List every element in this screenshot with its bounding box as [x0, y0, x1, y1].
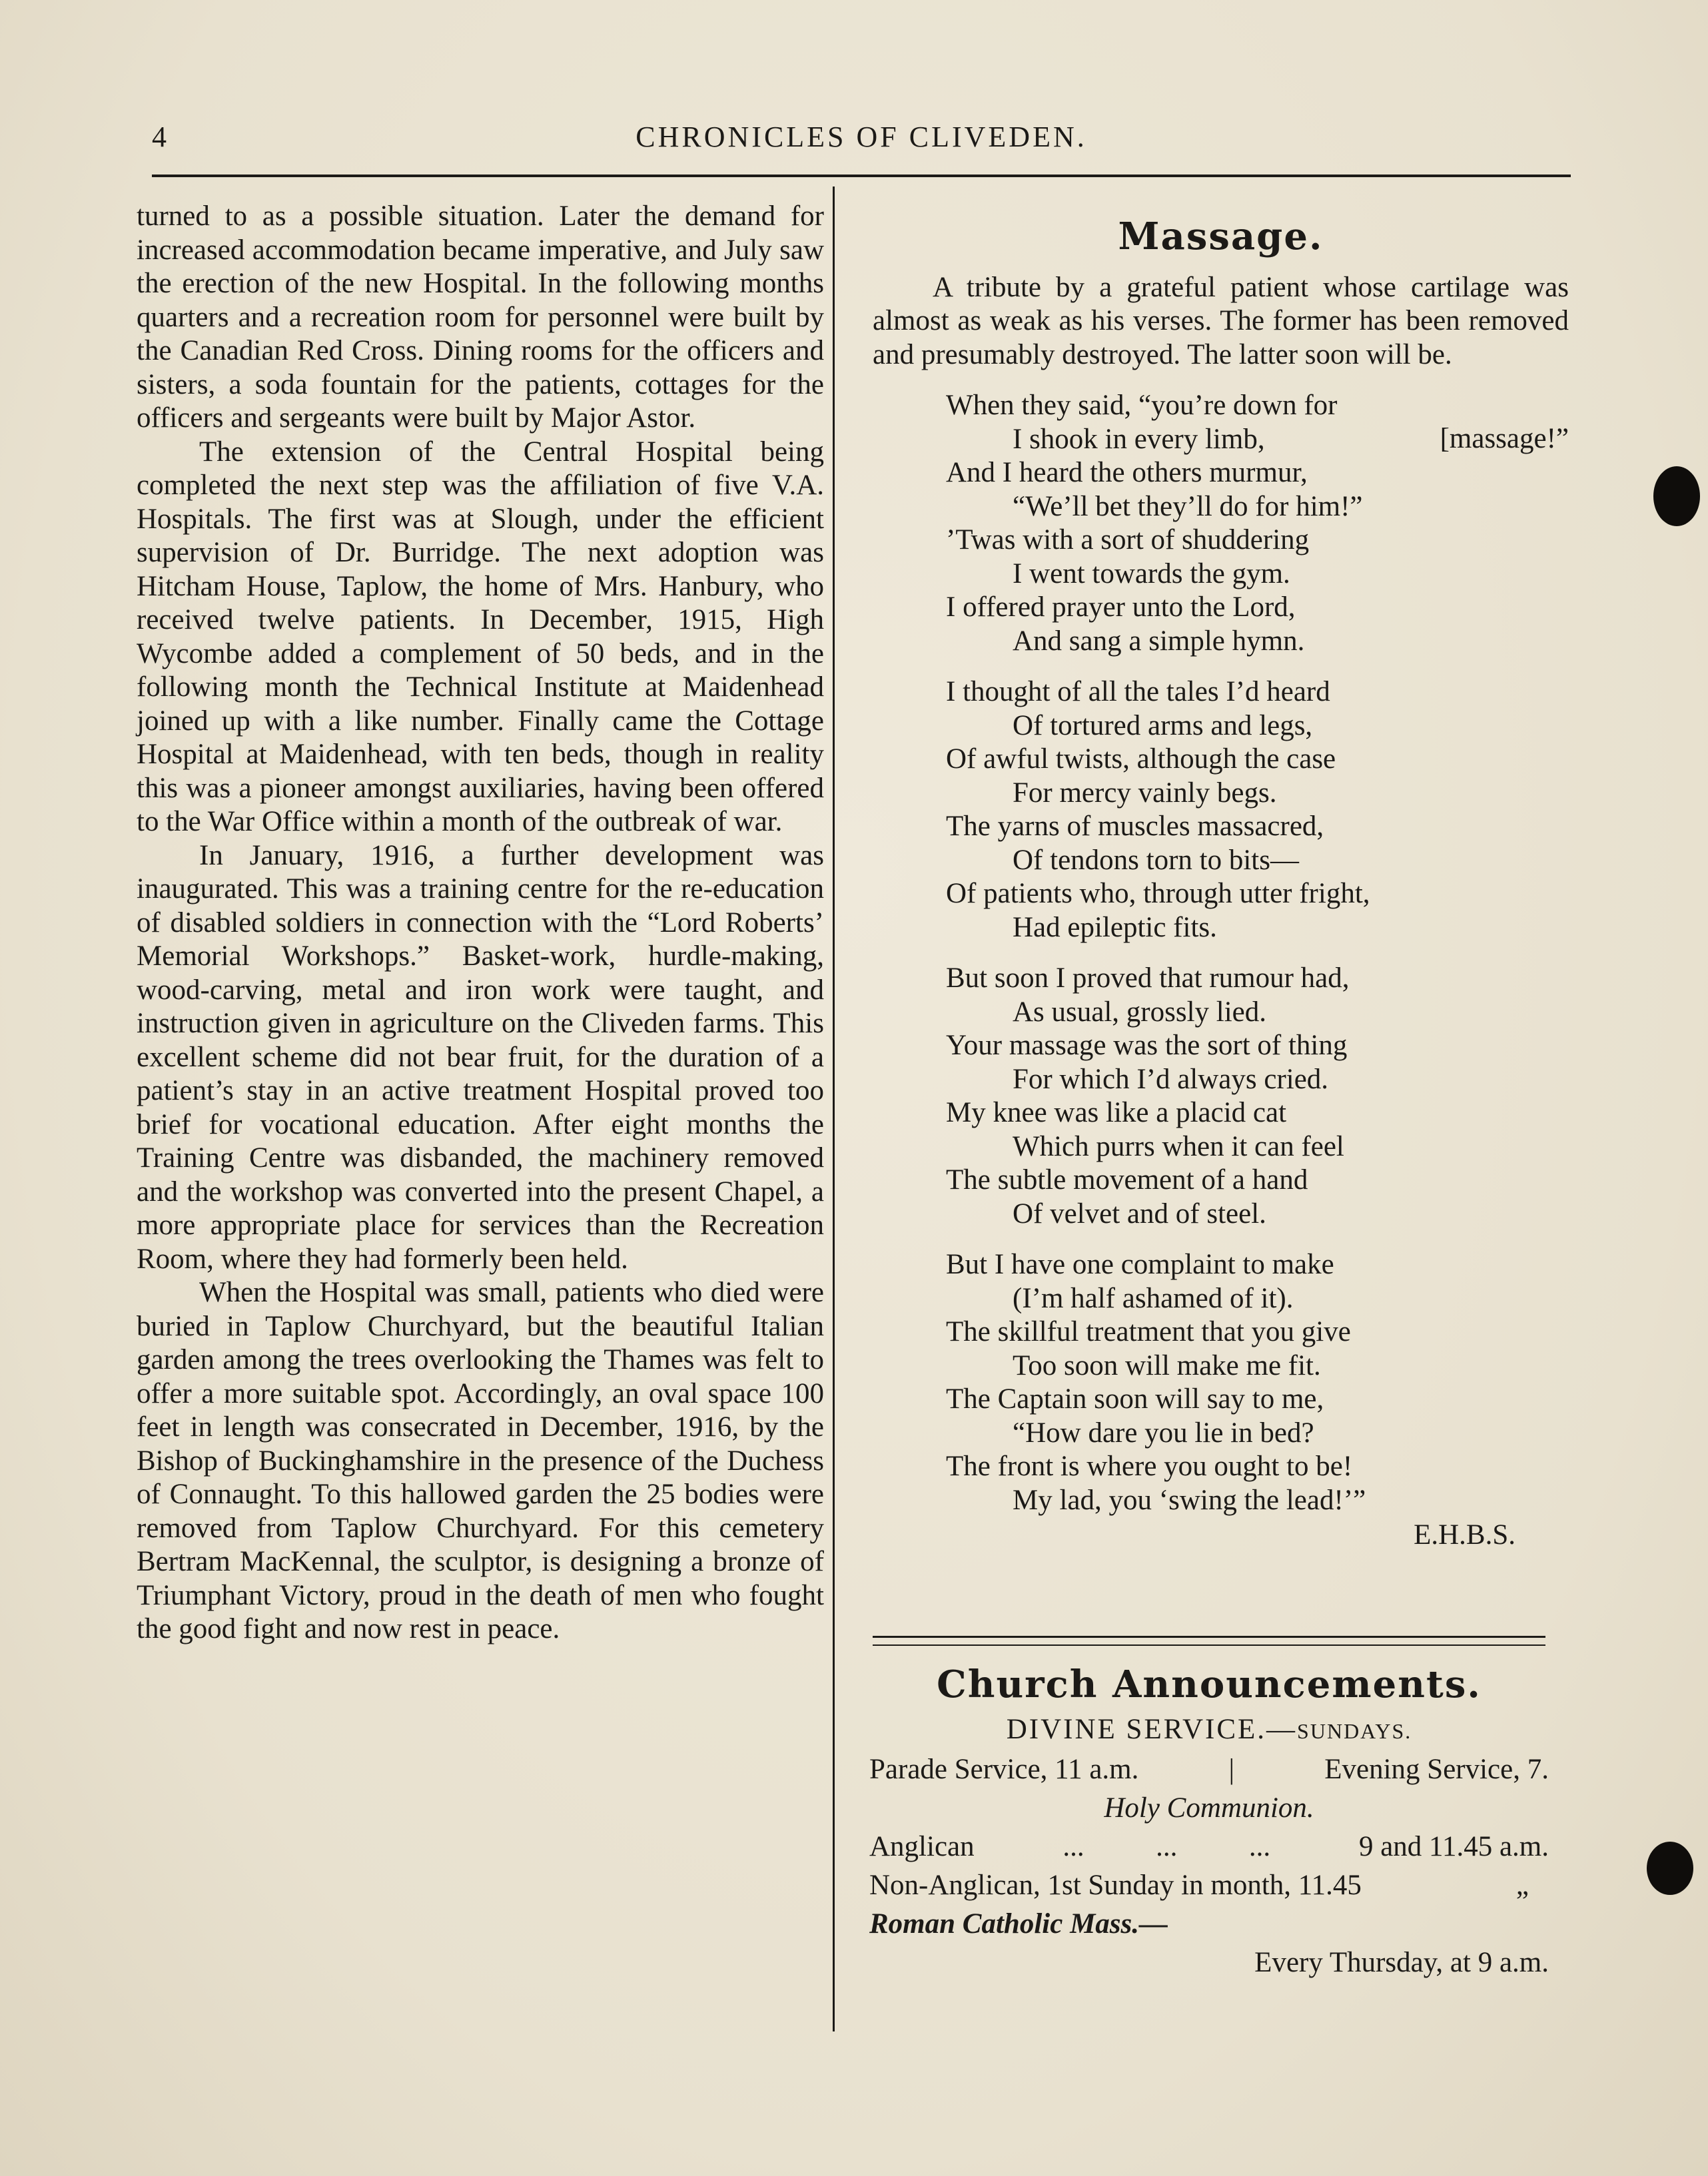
paragraph: turned to as a possible situation. Later the demand for increased accommodation became imperative, and July saw the erection of the new Hospital. In the following months quarters and a recreation room for personnel were built by the Canadian Red Cross. Dining rooms for the officers and sisters, a soda fountain for the patients, cottages for the officers and sergeants were built by Major Astor.: [137, 200, 824, 434]
sundays-label: SUNDAYS.: [1297, 1719, 1412, 1743]
divine-service-label: DIVINE SERVICE.—: [1006, 1714, 1298, 1745]
stanza: [946, 675, 1569, 944]
poem-line: Of awful twists, although the case: [946, 743, 1336, 775]
evening-service: Evening Service, 7.: [1324, 1754, 1549, 1785]
running-head: [152, 120, 1571, 173]
church-title: Church Announcements.: [937, 1662, 1482, 1706]
journal-title: CHRONICLES OF CLIVEDEN.: [636, 121, 1087, 153]
non-anglican-service: Non-Anglican, 1st Sunday in month, 11.45: [869, 1870, 1362, 1901]
poem-line: The skillful treatment that you give: [946, 1316, 1351, 1347]
article-left-column: [137, 200, 824, 1646]
poem-line: Your massage was the sort of thing: [946, 1030, 1348, 1061]
poem-line: My lad, you ‘swing the lead!’”: [1013, 1484, 1366, 1516]
poem-line: Of patients who, through utter fright,: [946, 878, 1370, 909]
poem-line: I went towards the gym.: [1013, 557, 1290, 589]
ink-blot: [1647, 1842, 1693, 1895]
column-divider: [833, 186, 835, 2031]
holy-communion-heading: Holy Communion.: [1104, 1792, 1314, 1824]
poem-line: The Captain soon will say to me,: [946, 1383, 1324, 1415]
ditto-mark: „: [1515, 1870, 1529, 1901]
stanza: [946, 1248, 1569, 1517]
leader-dots: ... ... ...: [1063, 1831, 1271, 1862]
poem-line: But soon I proved that rumour had,: [946, 962, 1350, 994]
poem-line: Of tendons torn to bits—: [1013, 844, 1299, 876]
separator: |: [1228, 1754, 1235, 1785]
poem: [946, 389, 1569, 1517]
poem-line: “How dare you lie in bed?: [1013, 1417, 1314, 1449]
paragraph: When the Hospital was small, patients who died were buried in Taplow Churchyard, but the beautiful Italian garden among the trees overlooking the Thames was felt to offer a more suitable spot. Accordingly, an oval space 100 feet in length was consecrated in December, 1916, by the Bishop of Buckinghamshire in the presence of the Duchess of Connaught. To this hallowed garden the 25 bodies were removed from Taplow Churchyard. For this cemetery Bertram MacKennal, the sculptor, is designing a bronze of Triumphant Victory, proud in the death of men who fought the good fight and now rest in peace.: [137, 1277, 824, 1644]
poem-line: But I have one complaint to make: [946, 1249, 1334, 1280]
parade-service: Parade Service, 11 a.m.: [869, 1754, 1139, 1785]
poem-line: Of velvet and of steel.: [1013, 1198, 1266, 1230]
service-times-row: [869, 1750, 1549, 1789]
massage-article: [873, 214, 1569, 1553]
poem-line: ’Twas with a sort of shuddering: [946, 524, 1310, 555]
poem-line: The yarns of muscles massacred,: [946, 811, 1324, 842]
anglican-label: Anglican: [869, 1831, 975, 1862]
non-anglican-row: [869, 1866, 1549, 1905]
divine-service-heading: [869, 1710, 1549, 1750]
stanza: [946, 962, 1569, 1231]
poem-line: Which purrs when it can feel: [1013, 1130, 1344, 1162]
poem-line: My knee was like a placid cat: [946, 1097, 1287, 1128]
church-announcements: [869, 1662, 1549, 1982]
poem-line-carryover: [massage!”: [1440, 423, 1569, 454]
poem-line: The subtle movement of a hand: [946, 1164, 1308, 1196]
poem-line: For mercy vainly begs.: [1013, 777, 1277, 809]
ink-blot: [1653, 466, 1700, 526]
section-double-rule: [873, 1636, 1545, 1646]
paragraph: In January, 1916, a further development was inaugurated. This was a training centre for the re-education of disabled soldiers in connection with the “Lord Roberts’ Memorial Workshops.” Basket-work, hurdle-making, wood-carving, metal and iron work were taught, and instruction given in agriculture on the Cliveden farms. This excellent scheme did not bear fruit, for the duration of a patient’s stay in an active treatment Hospital proved too brief for vocational education. After eight months the Training Centre was disbanded, the machinery removed and the workshop was converted into the present Chapel, a more appropriate place for services than the Recreation Room, where they had formerly been held.: [137, 839, 824, 1275]
poem-line: As usual, grossly lied.: [1013, 996, 1267, 1028]
poem-line: When they said, “you’re down for: [946, 390, 1338, 421]
stanza: [946, 389, 1569, 658]
massage-title: Massage.: [1118, 214, 1324, 258]
poem-line: (I’m half ashamed of it).: [1013, 1282, 1294, 1314]
anglican-time: 9 and 11.45 a.m.: [1358, 1831, 1549, 1862]
poem-line: And I heard the others murmur,: [946, 457, 1308, 488]
poem-line: And sang a simple hymn.: [1013, 625, 1305, 657]
author-signature: E.H.B.S.: [1414, 1519, 1515, 1551]
poem-line: For which I’d always cried.: [1013, 1063, 1329, 1095]
page-number: 4: [152, 121, 167, 153]
anglican-row: [869, 1828, 1549, 1866]
poem-line: Had epileptic fits.: [1013, 911, 1217, 943]
paragraph: The extension of the Central Hospital being completed the next step was the affiliation of five V.A. Hospitals. The first was at Slough, under the efficient supervision of Dr. Burridge. The next adoption was Hitcham House, Taplow, the home of Mrs. Hanbury, who received twelve patients. In December, 1915, High Wycombe added a complement of 50 beds, and in the following month the Technical Institute at Maidenhead joined up with a like number. Finally came the Cottage Hospital at Maidenhead, with ten beds, though in reality this was a pioneer amongst auxiliaries, having been offered to the War Office within a month of the outbreak of war.: [137, 436, 824, 837]
catholic-time: Every Thursday, at 9 a.m.: [1254, 1947, 1549, 1978]
catholic-heading: Roman Catholic Mass.—: [869, 1908, 1168, 1940]
header-rule: [152, 175, 1571, 177]
poem-line: I shook in every limb,: [1013, 423, 1265, 455]
poem-line: I offered prayer unto the Lord,: [946, 591, 1296, 623]
poem-line: Too soon will make me fit.: [1013, 1349, 1321, 1381]
poem-line: “We’ll bet they’ll do for him!”: [1013, 490, 1363, 522]
poem-line: I thought of all the tales I’d heard: [946, 676, 1330, 707]
massage-intro: A tribute by a grateful patient whose cartilage was almost as weak as his verses. The former has been removed and presumably destroyed. The latter soon will be.: [873, 271, 1569, 370]
poem-line: The front is where you ought to be!: [946, 1451, 1353, 1482]
poem-line: Of tortured arms and legs,: [1013, 709, 1313, 741]
